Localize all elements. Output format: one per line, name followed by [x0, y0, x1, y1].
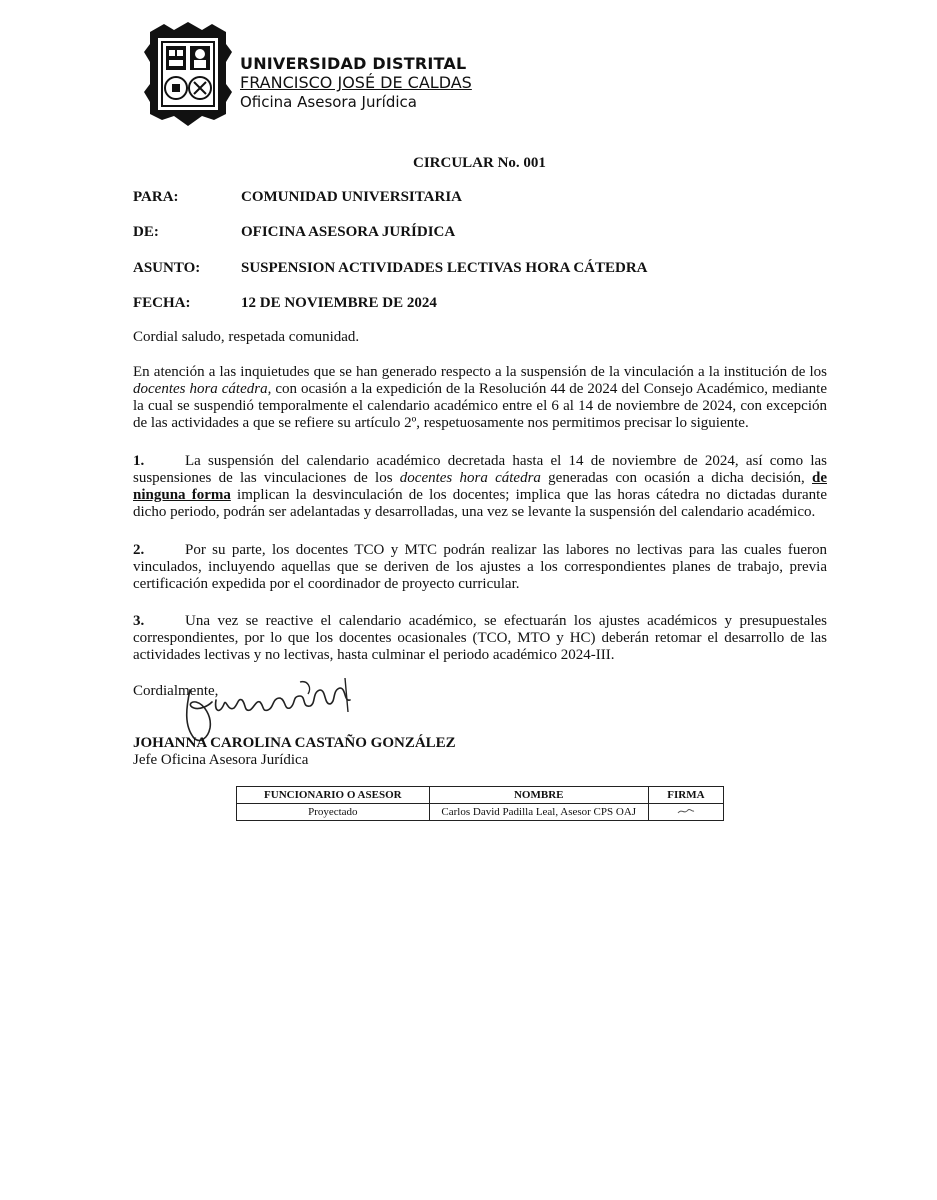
item-3-number: 3. [133, 613, 145, 629]
table-header-name: NOMBRE [429, 787, 648, 804]
fecha-row [133, 295, 437, 312]
table-cell-signature [648, 804, 723, 821]
para-label: PARA: [133, 189, 179, 205]
asunto-label: ASUNTO: [133, 260, 201, 276]
item-1 [133, 453, 827, 521]
intro-text-1: En atención a las inquietudes que se han generado respecto a la suspensión de la vinculación a la institución de los [133, 364, 827, 380]
item-3 [133, 613, 827, 664]
item-3-text: Una vez se reactive el calendario académico, se efectuarán los ajustes académicos y presupuestales correspondientes, por lo que los docentes ocasionales (TCO, MTO y HC) deberán retomar el desarrollo de las actividades lectivas y no lectivas, hasta culminar el periodo académico 2024-III. [133, 613, 827, 663]
greeting-text: Cordial saludo, respetada comunidad. [133, 329, 360, 345]
item-1-italic: docentes hora cátedra [399, 470, 541, 486]
item-1-text-a: La suspensión del calendario académico decretada hasta el 14 de noviembre de 2024, así como las suspensiones de las vinculaciones de los [133, 453, 827, 486]
de-row [133, 224, 455, 241]
item-2 [133, 542, 827, 593]
office-name: Oficina Asesora Jurídica [240, 93, 417, 111]
signer-name: JOHANNA CAROLINA CASTAÑO GONZÁLEZ [133, 735, 456, 751]
item-1-text-b: generadas con ocasión a dicha decisión, [540, 470, 812, 486]
table-header-role: FUNCIONARIO O ASESOR [237, 787, 430, 804]
de-label: DE: [133, 224, 159, 240]
university-name: UNIVERSIDAD DISTRITAL [240, 54, 467, 73]
table-header-row [237, 787, 724, 804]
para-value: COMUNIDAD UNIVERSITARIA [241, 189, 462, 205]
intro-text-2: , con ocasión a la expedición de la Resolución 44 de 2024 del Consejo Académico, mediante la cual se suspendió temporalmente el calendario académico entre el 6 al 14 de noviembre de 2024, con excepción de las actividades a que se refiere su artículo 2º, respetuosamente nos permitimos precisar lo siguiente. [133, 381, 828, 431]
mini-signature [676, 806, 696, 816]
item-1-emphasis: de ninguna forma [133, 470, 827, 503]
closing-farewell: Cordialmente, [133, 683, 219, 699]
para-row [133, 189, 462, 206]
intro-paragraph [133, 364, 827, 432]
table-row [237, 804, 724, 821]
university-header [240, 54, 472, 112]
responsibility-table [236, 786, 724, 821]
item-1-text-c: implican la desvinculación de los docentes; implica que las horas cátedra no dictadas durante dicho periodo, podrán ser adelantadas y desarrolladas, una vez se levante la suspensión del calendario académico. [133, 487, 827, 520]
signer-role: Jefe Oficina Asesora Jurídica [133, 752, 309, 768]
university-subname: FRANCISCO JOSÉ DE CALDAS [240, 73, 472, 92]
asunto-value: SUSPENSION ACTIVIDADES LECTIVAS HORA CÁTEDRA [241, 260, 648, 276]
greeting [133, 329, 827, 346]
item-1-number: 1. [133, 453, 145, 469]
de-value: OFICINA ASESORA JURÍDICA [241, 224, 456, 240]
table-cell-role: Proyectado [237, 804, 430, 821]
table-cell-name: Carlos David Padilla Leal, Asesor CPS OAJ [429, 804, 648, 821]
fecha-label: FECHA: [133, 295, 191, 311]
fecha-value: 12 DE NOVIEMBRE DE 2024 [241, 295, 437, 311]
table-header-signature: FIRMA [648, 787, 723, 804]
intro-italic: docentes hora cátedra [133, 381, 268, 397]
item-2-number: 2. [133, 542, 145, 558]
item-2-text: Por su parte, los docentes TCO y MTC podrán realizar las labores no lectivas para las cuales fueron vinculados, incluyendo aquellas que se deriven de los ajustes a los correspondientes planes de trabajo, previa certificación expedida por el coordinador de proyecto curricular. [133, 542, 827, 592]
circular-title: CIRCULAR No. 001 [413, 155, 546, 171]
university-logo [144, 22, 232, 126]
asunto-row [133, 260, 648, 277]
